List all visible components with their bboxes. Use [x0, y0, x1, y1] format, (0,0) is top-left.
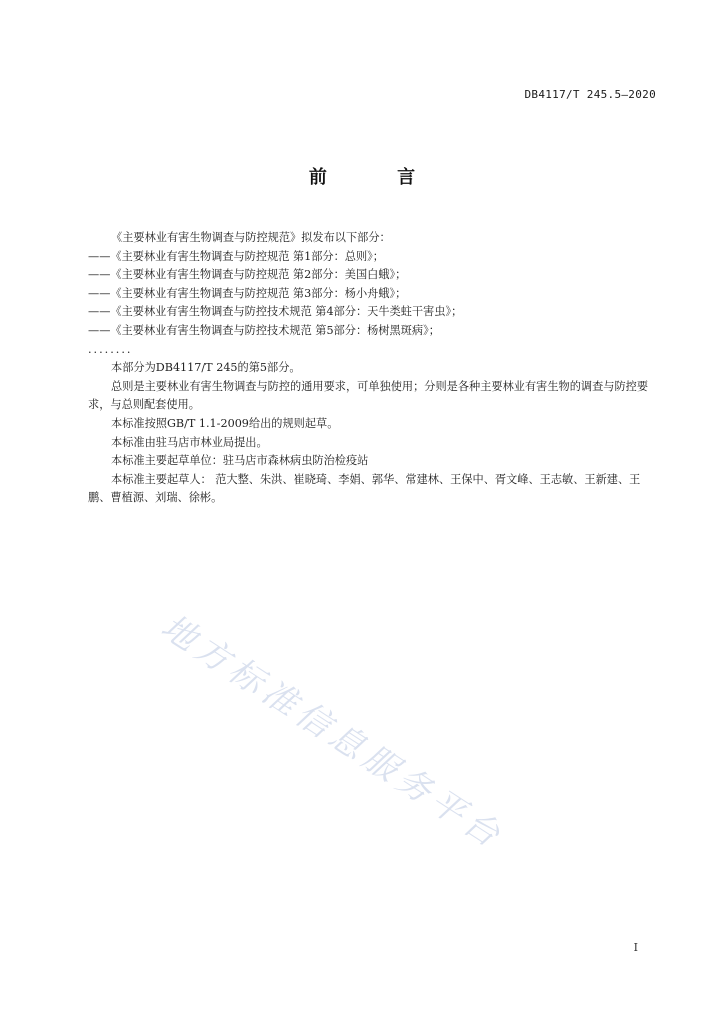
ellipsis: ........: [88, 342, 133, 356]
list-item: [88, 285, 660, 304]
intro-paragraph: 《主要林业有害生物调查与防控规范》拟发布以下部分：: [111, 231, 391, 244]
watermark: 地方标准信息服务平台: [153, 606, 512, 859]
list-item-text: 《主要林业有害生物调查与防控技术规范 第4部分：天牛类蛀干害虫》；: [110, 305, 463, 319]
foreword-body: [88, 229, 660, 508]
list-item: [88, 266, 660, 285]
this-part-paragraph: 本部分为DB4117/T 245的第5部分。: [111, 361, 301, 375]
dash-mark: ——: [88, 323, 111, 337]
drafters-paragraph: 本标准主要起草人： 范大整、朱洪、崔晓琦、李娟、郭华、常建林、王保中、胥文峰、王志敏、王新建、王鹏、曹植源、刘瑞、徐彬。: [88, 472, 641, 505]
page-title: 前 言: [308, 167, 448, 188]
standard-code: DB4117/T 245.5—2020: [524, 88, 656, 101]
dash-mark: ——: [88, 305, 111, 319]
list-item: [88, 248, 660, 267]
drafting-unit-paragraph: 本标准主要起草单位：驻马店市森林病虫防治检疫站: [111, 454, 369, 468]
drafted-per-paragraph: 本标准按照GB/T 1.1-2009给出的规则起草。: [111, 416, 339, 430]
list-item-text: 《主要林业有害生物调查与防控规范 第1部分：总则》；: [110, 249, 384, 263]
dash-mark: ——: [88, 249, 111, 263]
list-item: [88, 322, 660, 341]
proposed-by-paragraph: 本标准由驻马店市林业局提出。: [111, 435, 268, 449]
list-item-text: 《主要林业有害生物调查与防控规范 第3部分：杨小舟蛾》；: [110, 286, 407, 300]
list-item: [88, 303, 660, 322]
list-item-text: 《主要林业有害生物调查与防控技术规范 第5部分：杨树黑斑病》；: [110, 323, 440, 337]
dash-mark: ——: [88, 286, 111, 300]
page-number: I: [633, 941, 638, 954]
dash-mark: ——: [88, 268, 111, 282]
list-item-text: 《主要林业有害生物调查与防控规范 第2部分：美国白蛾》；: [110, 268, 407, 282]
general-paragraph: 总则是主要林业有害生物调查与防控的通用要求，可单独使用；分则是各种主要林业有害生物的调查与防控要求，与总则配套使用。: [88, 379, 649, 412]
